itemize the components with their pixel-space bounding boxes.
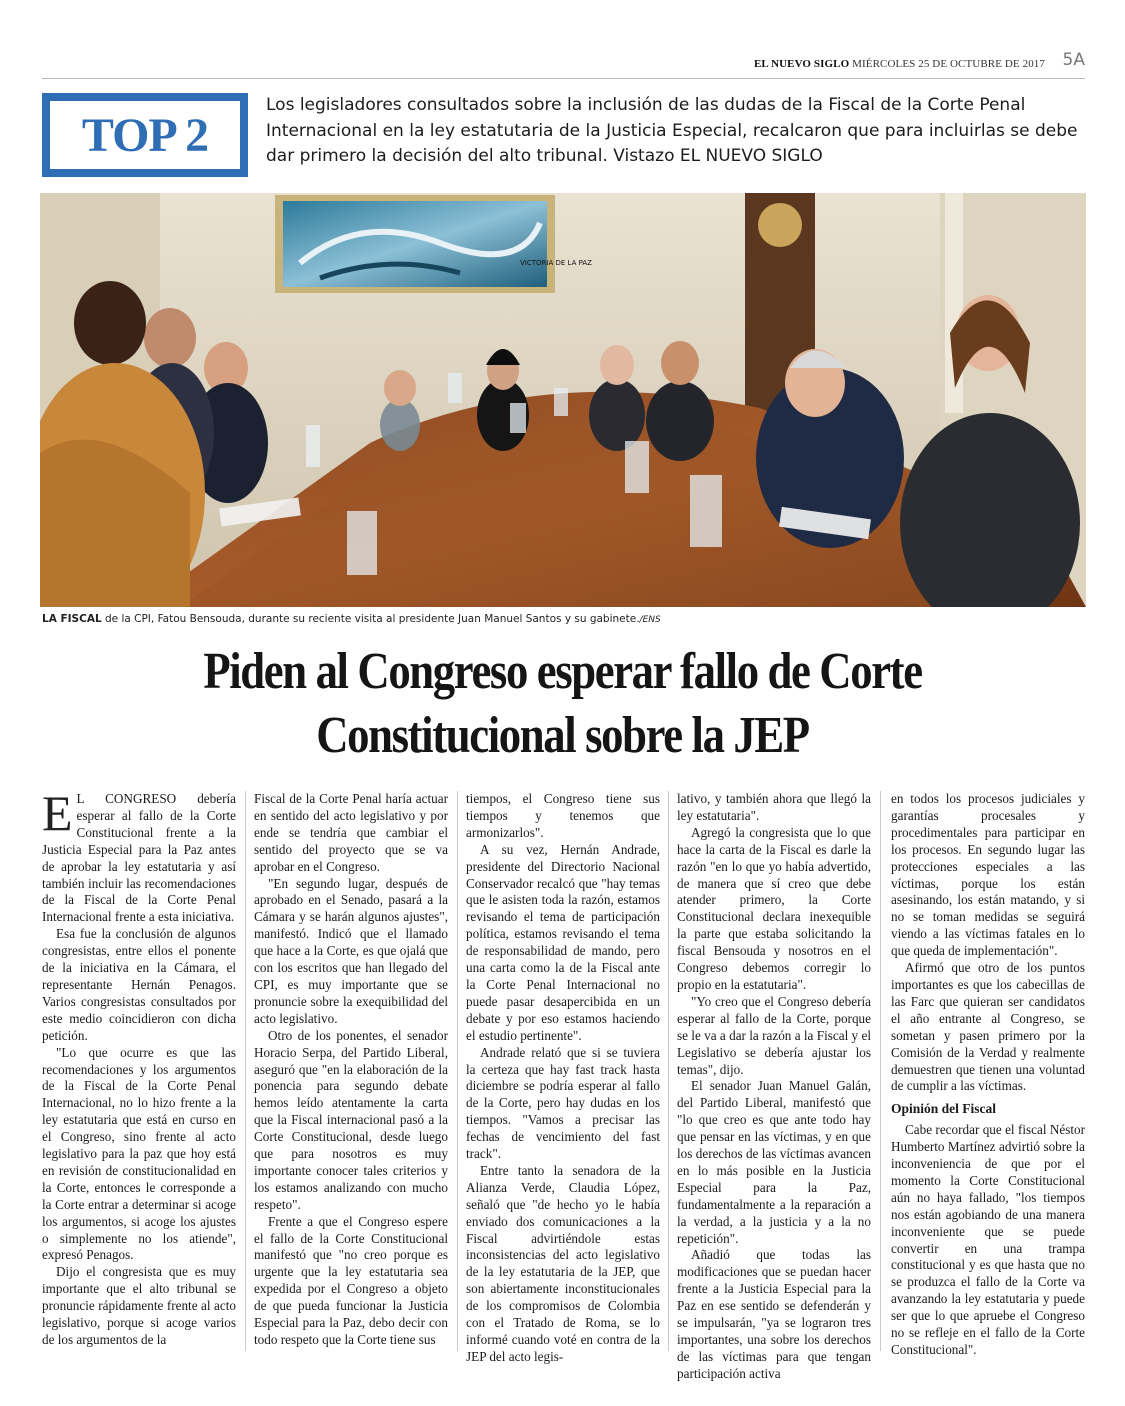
article-column-2 [254,791,448,1349]
article-column-3 [466,791,660,1366]
top-badge-label: TOP 2 [81,108,209,162]
article-paragraph: Frente a que el Congreso espere el fallo de la Corte Constitucional manifestó que "no creo porque es urgente que la ley estatutaria sea expedida por el Congreso a objeto de que pueda funcionar la Justicia Especial para la Paz, debo decir con todo respeto que la Corte tiene sus [254,1213,448,1347]
article-paragraph: lativo, y también ahora que llegó la ley estatutaria". [677,791,871,823]
article-paragraph: El senador Juan Manuel Galán, del Partido Liberal, manifestó que "lo que creo es que ante todo hay que pensar en las víctimas, y en que los derechos de las víctimas avancen en lo más posible en la Justicia Especial para la Paz, fundamentalmente a la reparación a la verdad, a la justicia y a la no repetición". [677,1078,871,1246]
article-paragraph: Andrade relató que si se tuviera la certeza que hay fast track hasta diciembre se podría esperar al fallo de la Corte, pero hay dudas en los tiempos. "Vamos a precisar las fechas de vencimiento del fast track". [466,1044,660,1162]
article-paragraph: Afirmó que otro de los puntos importantes es que los cabecillas de las Farc que quieran ser candidatos el año entrante al Congreso, se sometan y pasen primero por la Comisión de la Verdad y realmente demuestren que tienen una voluntad de cumplir a las víctimas. [891,960,1085,1094]
article-paragraph: "En segundo lugar, después de aprobado en el Senado, pasará a la Cámara y se harán algunos ajustes", manifestó. Indicó que el llamado que hace a la Corte, es que ojalá que con los escritos que han llegado del CPI, es muy importante que se pronuncie sobre la exequibilidad del acto legislativo. [254,875,448,1026]
article-paragraph: Dijo el congresista que es muy importante que el alto tribunal se pronuncie rápidamente frente al acto legislativo, porque si acoge varios de los argumentos de la [42,1264,236,1347]
article-paragraph: L CONGRESO debería esperar al fallo de la Corte Constitucional frente a la Justicia Especial para la Paz antes de aprobar la ley estatutaria y así también incluir las recomendaciones de la Fiscal de la Corte Penal Internacional frente a esta iniciativa. [42,791,236,925]
summary-text: Los legisladores consultados sobre la inclusión de las dudas de la Fiscal de la Corte Penal Internacional en la ley estatutaria de la Justicia Especial, recalcaron que para incluirlas se debe dar primero la decisión del alto tribunal. Vistazo EL NUEVO SIGLO [266,95,1078,166]
photo-credit: /ENS [639,615,661,625]
article-column-4 [677,791,871,1383]
article-paragraph: Fiscal de la Corte Penal haría actuar en sentido del acto legislativo y por ende se tendría que cambiar el sentido del proyecto que se va aprobar en el Congreso. [254,791,448,874]
top-badge [42,93,248,177]
article-paragraph: Entre tanto la senadora de la Alianza Verde, Claudia López, señaló que "de hecho yo le había enviado dos comunicaciones a la Fiscal advirtiéndole estas inconsistencias del acto legislativo de la ley estatutaria de la JEP, que son abiertamente inconstitucionales de los compromisos de Colombia con el Tratado de Roma, se lo informé cuando voté en contra de la JEP del acto legis- [466,1162,660,1364]
article-paragraph: en todos los procesos judiciales y garantías procesales y procedimentales para participar en los procesos. En segundo lugar las protecciones especiales a las víctimas, porque los están asesinando, los están matando, y si no se toman medidas se seguirá viendo a las víctimas fatales en lo que queda de implementación". [891,791,1085,959]
article-paragraph: Cabe recordar que el fiscal Néstor Humberto Martínez advirtió sobre la inconveniencia de que por el momento la Corte Constitucional aún no haya fallado, "los tiempos nos están agobiando de una manera inconveniente que se puede convertir en una trampa constitucional y es que hasta que no se produzca el fallo de la Corte va avanzando la ley estatutaria y puede ser que lo que apruebe el Congreso no se refleje en el fallo de la Corte Constitucional". [891,1122,1085,1357]
article-paragraph: "Lo que ocurre es que las recomendaciones y los argumentos de la Fiscal de la Corte Penal Internacional, no lo hizo frente a la ley estatutaria que está en curso en el Congreso, sino frente al acto legislativo para la paz que hoy está en revisión de constitucionalidad en la Corte, entonces le corresponde a la Corte entrar a determinar si acoge los argumentos, si acoge los ajustes o simplemente no los atiende", expresó Penagos. [42,1044,236,1263]
masthead [42,50,1085,79]
headline-line-1: Piden al Congreso esperar fallo de Corte [203,643,922,700]
issue-date: MIÉRCOLES 25 DE OCTUBRE DE 2017 [852,58,1045,70]
article-column-5 [891,791,1085,1359]
masthead-text [754,58,1045,70]
article-paragraph: Otro de los ponentes, el senador Horacio Serpa, del Partido Liberal, aseguró que "en la elaboración de la ponencia para segundo debate hemos leído atentamente la carta que la Fiscal internacional pasó a la Corte Constitucional, desde luego que para nosotros es muy importante conocer tales criterios y los estamos analizando con mucho respeto". [254,1027,448,1212]
news-photo [40,193,1086,607]
article-paragraph: "Yo creo que el Congreso debería esperar al fallo de la Corte, porque se le va a dar la razón a la Fiscal y el Legislativo se debería ajustar los temas", dijo. [677,993,871,1077]
meeting-photo-illustration [40,193,1086,607]
column-rule [245,791,246,1351]
drop-cap: E [42,785,73,841]
column-rule [668,791,669,1351]
caption-text: de la CPI, Fatou Bensouda, durante su reciente visita al presidente Juan Manuel Santos y su gabinete. [104,613,640,625]
article-column-1 [42,785,236,1349]
subhead: Opinión del Fiscal [891,1101,997,1117]
article-paragraph: tiempos, el Congreso tiene sus tiempos y tenemos que armonizarlos". [466,791,660,840]
headline-line-2: Constitucional sobre la JEP [316,707,809,764]
article-paragraph: Agregó la congresista que lo que hace la carta de la Fiscal es darle la razón "en lo que yo había advertido, de manera que sí creo que debe atender primero, la Corte Constitucional declara inexequible la parte que estaba solicitando la fiscal Bensouda y nosotros en el Congreso debemos corregir lo propio en la estatutaria". [677,824,871,992]
top-badge-inner [50,101,240,169]
newspaper-name: EL NUEVO SIGLO [753,58,850,70]
caption-lead: LA FISCAL [42,613,102,625]
article-paragraph: A su vez, Hernán Andrade, presidente del Directorio Nacional Conservador recalcó que "hay temas que le asisten toda la razón, estamos revisando el tema de participación política, estamos revisando el tema de responsabilidad de mando, pero una carta como la de la Fiscal ante la Corte Penal Internacional no puede pasar desapercibida en un debate y por eso estamos haciendo el estudio pertinente". [466,841,660,1043]
photo-caption [42,613,661,625]
article-paragraph: Esa fue la conclusión de algunos congresistas, entre ellos el ponente de la iniciativa en la Cámara, el representante Hernán Penagos. Varios congresistas consultados por este medio coincidieron con dicha petición. [42,926,236,1043]
article-paragraph: Añadió que todas las modificaciones que se puedan hacer frente a la Justicia Especial para la Paz en ese sentido se defenderán y se impulsarán, "ya se lograron tres importantes, una sobre los derechos de las víctimas para que tengan participación activa [677,1247,871,1381]
headline [113,640,1012,768]
column-rule [457,791,458,1351]
painting-label: VICTORIA DE LA PAZ [520,259,592,267]
column-rule [880,791,881,1351]
page-number: 5A [1062,50,1085,70]
